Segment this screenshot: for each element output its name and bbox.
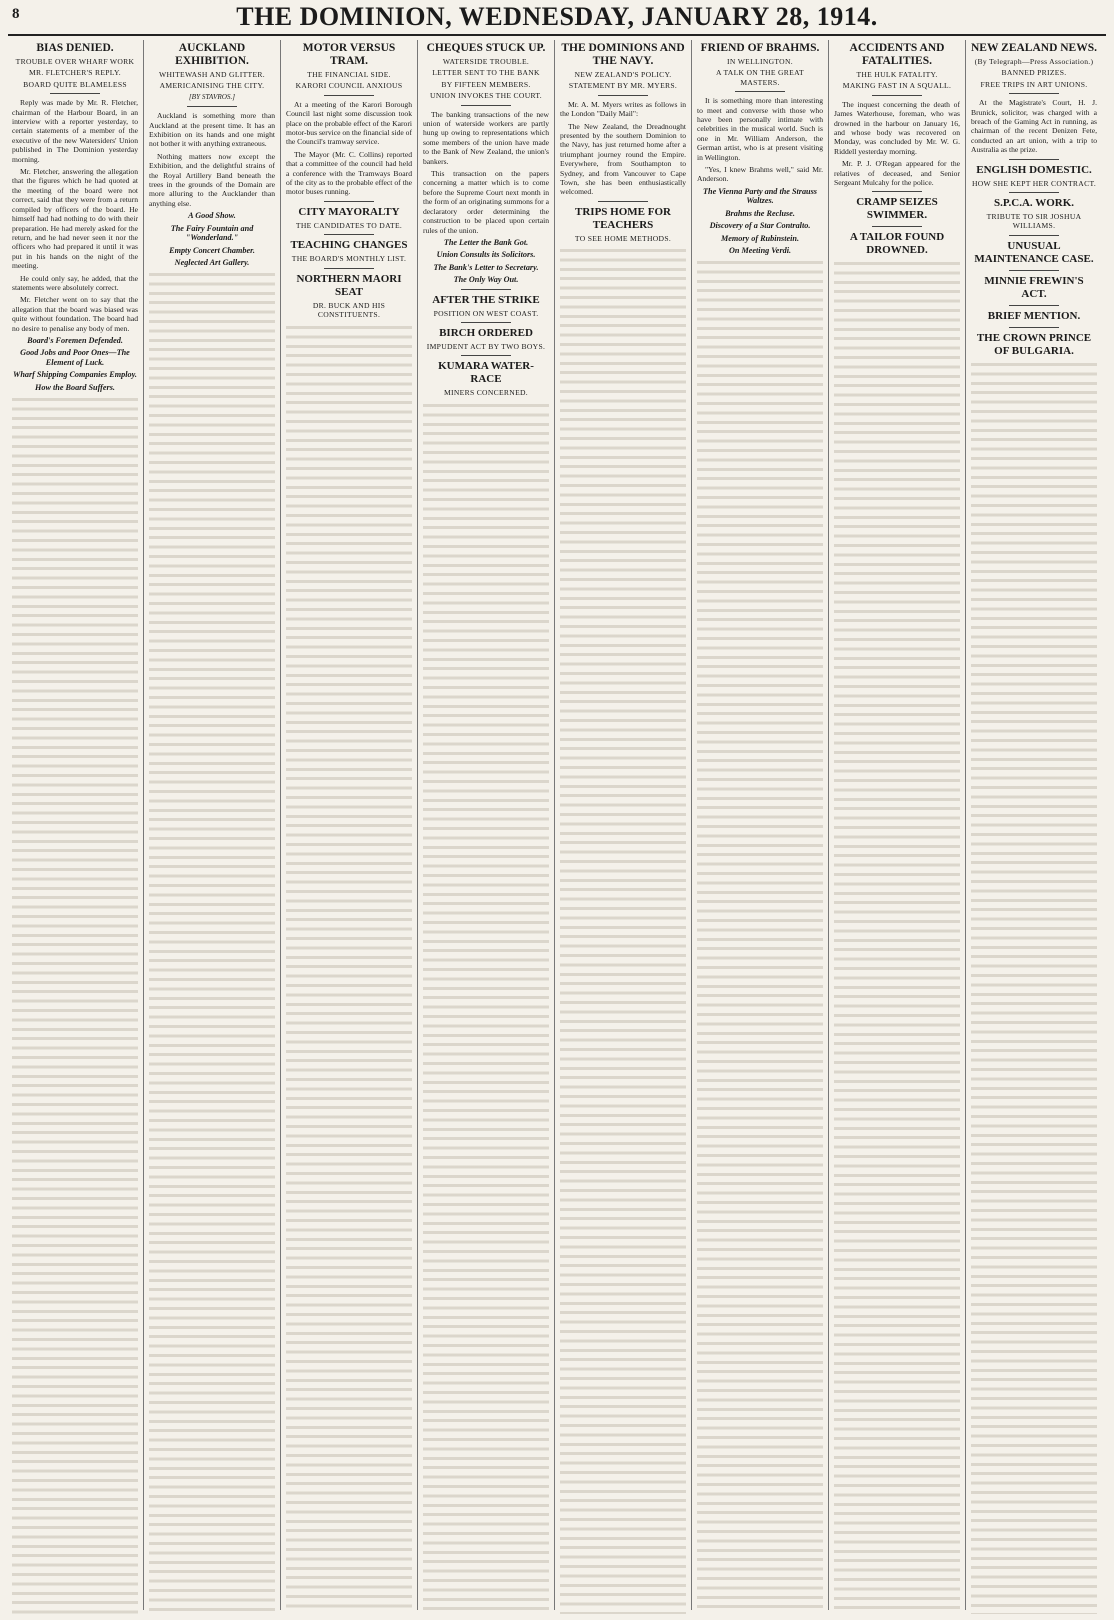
headline-rule <box>50 93 100 94</box>
article-divider <box>461 322 511 323</box>
section-heading: A Good Show. <box>188 211 236 221</box>
article-subheadline: FREE TRIPS IN ART UNIONS. <box>980 79 1088 89</box>
article-subheadline: A TALK ON THE GREAT MASTERS. <box>716 68 804 87</box>
article-headline: KUMARA WATER-RACE <box>438 360 534 386</box>
body-text-block <box>834 258 960 1614</box>
article-subheadline: THE CANDIDATES TO DATE. <box>295 220 403 230</box>
article-headline: THE DOMINIONS AND THE NAVY. <box>561 42 685 67</box>
headline-rule <box>461 105 511 106</box>
article-headline: TRIPS HOME FOR TEACHERS <box>575 205 671 231</box>
article-subheadline: NEW ZEALAND'S POLICY. <box>574 70 672 79</box>
article-subheadline: IN WELLINGTON. <box>727 57 793 66</box>
article-headline: NORTHERN MAORI SEAT <box>296 272 402 298</box>
article-subheadline: TROUBLE OVER WHARF WORK <box>15 57 135 66</box>
article-headline: AFTER THE STRIKE <box>432 293 540 306</box>
article-divider <box>1009 192 1059 193</box>
article-column <box>560 40 686 1614</box>
article-paragraph: It is something more than interesting to meet and converse with those who have been personally intimate with celebrities in the musical world. Such is one in Mr. William Anderson, the German artist, who is at present visiting in Wellington. <box>697 96 823 162</box>
article-headline: CITY MAYORALTY <box>298 205 400 218</box>
article-subheadline: TO SEE HOME METHODS. <box>574 233 672 243</box>
article-divider <box>461 289 511 290</box>
article-divider <box>1009 159 1059 160</box>
headline-rule <box>1009 93 1059 94</box>
article-paragraph: At a meeting of the Karori Borough Council last night some discussion took place on the probable effect of the Karori motor-bus service on the financial side of the Council's tramway service. <box>286 99 412 147</box>
article-headline: THE CROWN PRINCE OF BULGARIA. <box>976 331 1092 357</box>
article-subheadline: KARORI COUNCIL ANXIOUS <box>295 81 403 91</box>
headline-rule <box>324 95 374 96</box>
article-headline: TEACHING CHANGES <box>290 239 408 252</box>
body-text-block <box>12 394 138 1614</box>
article-headline: UNUSUAL MAINTENANCE CASE. <box>974 239 1094 265</box>
article-subheadline: STATEMENT BY MR. MYERS. <box>568 81 678 91</box>
column-rule <box>143 40 144 1610</box>
article-subheadline: DR. BUCK AND HIS CONSTITUENTS. <box>312 300 386 320</box>
section-heading: Union Consults its Solicitors. <box>436 250 536 260</box>
article-divider <box>1009 270 1059 271</box>
article-column <box>423 40 549 1614</box>
article-column <box>971 40 1097 1614</box>
headline-rule <box>598 95 648 96</box>
article-paragraph: Mr. P. J. O'Regan appeared for the relatives of deceased, and Senior Sergeant Mulcahy for the police. <box>834 159 960 188</box>
article-subheadline: TRIBUTE TO SIR JOSHUA WILLIAMS. <box>986 212 1082 231</box>
article-divider <box>1009 305 1059 306</box>
headline-rule <box>872 95 922 96</box>
section-heading: Empty Concert Chamber. <box>169 245 255 255</box>
article-subheadline: LETTER SENT TO THE BANK <box>432 68 540 78</box>
article-divider <box>324 201 374 202</box>
article-divider <box>324 234 374 235</box>
article-paragraph: The banking transactions of the new union of waterside workers are partly hung up owing to representations which some members of the union have made to the Bank of New Zealand, the union's bankers. <box>423 109 549 166</box>
body-text-block <box>286 322 412 1615</box>
article-divider <box>324 268 374 269</box>
section-heading: Board's Foremen Defended. <box>27 335 123 345</box>
body-text-block <box>971 359 1097 1614</box>
article-subheadline: THE HULK FATALITY. <box>856 70 938 79</box>
body-text-block <box>149 269 275 1614</box>
article-subheadline: THE BOARD'S MONTHLY LIST. <box>291 254 407 264</box>
page-number: 8 <box>12 6 20 22</box>
article-headline: MINNIE FREWIN'S ACT. <box>984 274 1084 300</box>
article-paragraph: "Yes, I knew Brahms well," said Mr. Anderson. <box>697 165 823 184</box>
article-headline: NEW ZEALAND NEWS. <box>971 42 1097 54</box>
article-paragraph: The inquest concerning the death of James Waterhouse, foreman, who was drowned in the harbour on January 16, and whose body was recovered on Monday, was concluded by Mr. W. G. Riddell yesterday morning. <box>834 99 960 156</box>
article-paragraph: He could only say, he added, that the statements were absolutely correct. <box>12 273 138 292</box>
article-subheadline: UNION INVOKES THE COURT. <box>430 91 542 101</box>
section-heading: The Fairy Fountain and "Wonderland." <box>170 223 254 243</box>
section-heading: On Meeting Verdi. <box>728 245 792 255</box>
article-paragraph: Reply was made by Mr. R. Fletcher, chairman of the Harbour Board, in an interview with a reporter yesterday, to certain statements of a member of the executive of the new Watersiders' Union published in The Dominion yesterday morning. <box>12 98 138 164</box>
article-subheadline: BOARD QUITE BLAMELESS <box>23 79 127 89</box>
article-divider <box>1009 327 1059 328</box>
column-rule <box>554 40 555 1610</box>
column-rule <box>965 40 966 1610</box>
body-text-block <box>697 257 823 1614</box>
article-column <box>286 40 412 1614</box>
column-rule <box>691 40 692 1610</box>
article-paragraph: Mr. Fletcher, answering the allegation that the figures which he had quoted at the meeting of the board were not correct, said that they were from a return compiled by officers of the board. He himself had had nothing to do with their preparation. He had merely asked for the return, and he had never seen it nor the officers who had prepared it until it was put in his hands on the night of the meeting. <box>12 167 138 271</box>
article-paragraph: The Mayor (Mr. C. Collins) reported that a committee of the council had held a conference with the Tramways Board of the city as to the probable effect of the motor buses running. <box>286 149 412 197</box>
article-subheadline: POSITION ON WEST COAST. <box>433 308 539 318</box>
article-paragraph: At the Magistrate's Court, H. J. Brunick, solicitor, was charged with a breach of the Gaming Act in running, as chairman of the recent Denizen Fete, conducted an art union, with a trip to Australia as the prize. <box>971 98 1097 155</box>
article-headline: ENGLISH DOMESTIC. <box>976 163 1092 176</box>
body-text-block <box>560 245 686 1614</box>
headline-rule <box>187 106 237 107</box>
article-subheadline: MAKING FAST IN A SQUALL. <box>842 81 952 91</box>
section-heading: The Letter the Bank Got. <box>443 237 529 247</box>
article-subheadline: MINERS CONCERNED. <box>444 388 528 398</box>
section-heading: Brahms the Recluse. <box>725 208 795 218</box>
article-headline: FRIEND OF BRAHMS. <box>700 42 820 54</box>
article-column <box>149 40 275 1614</box>
column-rule <box>280 40 281 1610</box>
article-headline: S.P.C.A. WORK. <box>993 197 1075 210</box>
section-heading: Discovery of a Star Contralto. <box>709 221 811 231</box>
section-heading: Neglected Art Gallery. <box>174 257 250 267</box>
masthead <box>0 0 1114 34</box>
article-headline: MOTOR VERSUS TRAM. <box>302 42 396 67</box>
section-heading: The Only Way Out. <box>453 275 519 285</box>
column-rule <box>417 40 418 1610</box>
article-subheadline: (By Telegraph—Press Association.) <box>974 57 1094 66</box>
article-subheadline: BANNED PRIZES. <box>1001 68 1067 78</box>
article-subheadline: WATERSIDE TROUBLE. <box>442 57 530 66</box>
article-divider <box>1009 235 1059 236</box>
newspaper-title: THE DOMINION, WEDNESDAY, JANUARY 28, 1914. <box>236 2 878 31</box>
article-subheadline: MR. FLETCHER'S REPLY. <box>28 68 121 78</box>
section-heading: Good Jobs and Poor Ones—The Element of Luck. <box>20 348 130 367</box>
section-heading: The Vienna Party and the Strauss Waltzes. <box>703 186 817 206</box>
article-subheadline: WHITEWASH AND GLITTER. <box>159 70 265 79</box>
article-divider <box>872 226 922 227</box>
article-column <box>697 40 823 1614</box>
article-paragraph: Mr. Fletcher went on to say that the allegation that the board was biased was quite without foundation. The board had no desire to penalise any body of men. <box>12 295 138 333</box>
article-divider <box>461 355 511 356</box>
masthead-rule <box>8 34 1106 36</box>
section-heading: Wharf Shipping Companies Employ. <box>13 370 137 380</box>
article-paragraph: This transaction on the papers concerning a matter which is to come before the Supreme Court next month in the form of an originating summons for a declaratory order determining the construction to be placed upon certain rules of the union. <box>423 169 549 235</box>
body-text-block <box>423 400 549 1614</box>
article-subheadline: THE FINANCIAL SIDE. <box>307 70 391 79</box>
article-divider <box>872 191 922 192</box>
article-column <box>834 40 960 1614</box>
article-paragraph: Auckland is something more than Auckland at the present time. It has an Exhibition on its hands and one might not bother it with anything extraneous. <box>149 111 275 149</box>
section-heading: How the Board Suffers. <box>35 382 115 392</box>
article-headline: CHEQUES STUCK UP. <box>426 42 546 54</box>
article-subheadline: IMPUDENT ACT BY TWO BOYS. <box>426 341 546 351</box>
article-paragraph: The New Zealand, the Dreadnought presented by the southern Dominion to the Navy, has just returned home after a triumphant journey round the Empire. Everywhere, from Southampton to Sydney, and from Vancouver to Cape Town, she has been enthusiastically welcomed. <box>560 121 686 197</box>
article-headline: BIRCH ORDERED <box>439 326 533 339</box>
article-headline: BIAS DENIED. <box>36 42 114 54</box>
section-heading: Memory of Rubinstein. <box>720 233 800 243</box>
article-headline: A TAILOR FOUND DROWNED. <box>849 231 945 257</box>
article-divider <box>598 201 648 202</box>
article-column <box>12 40 138 1614</box>
article-headline: AUCKLAND EXHIBITION. <box>175 42 249 67</box>
article-headline: BRIEF MENTION. <box>987 309 1081 322</box>
article-subheadline: AMERICANISING THE CITY. <box>159 81 265 91</box>
article-headline: ACCIDENTS AND FATALITIES. <box>849 42 945 67</box>
article-headline: CRAMP SEIZES SWIMMER. <box>856 196 938 222</box>
column-rule <box>828 40 829 1610</box>
article-paragraph: Nothing matters now except the Exhibition, and the delightful strains of the Royal Artillery Band beneath the trees in the grounds of the Domain are more alluring to the Aucklander than anything else. <box>149 151 275 208</box>
article-paragraph: Mr. A. M. Myers writes as follows in the London "Daily Mail": <box>560 99 686 119</box>
article-subheadline: BY FIFTEEN MEMBERS. <box>441 79 531 89</box>
article-dateline: [BY STAVROS.] <box>188 92 236 101</box>
article-subheadline: HOW SHE KEPT HER CONTRACT. <box>971 178 1097 188</box>
headline-rule <box>735 91 785 92</box>
section-heading: The Bank's Letter to Secretary. <box>433 262 539 272</box>
